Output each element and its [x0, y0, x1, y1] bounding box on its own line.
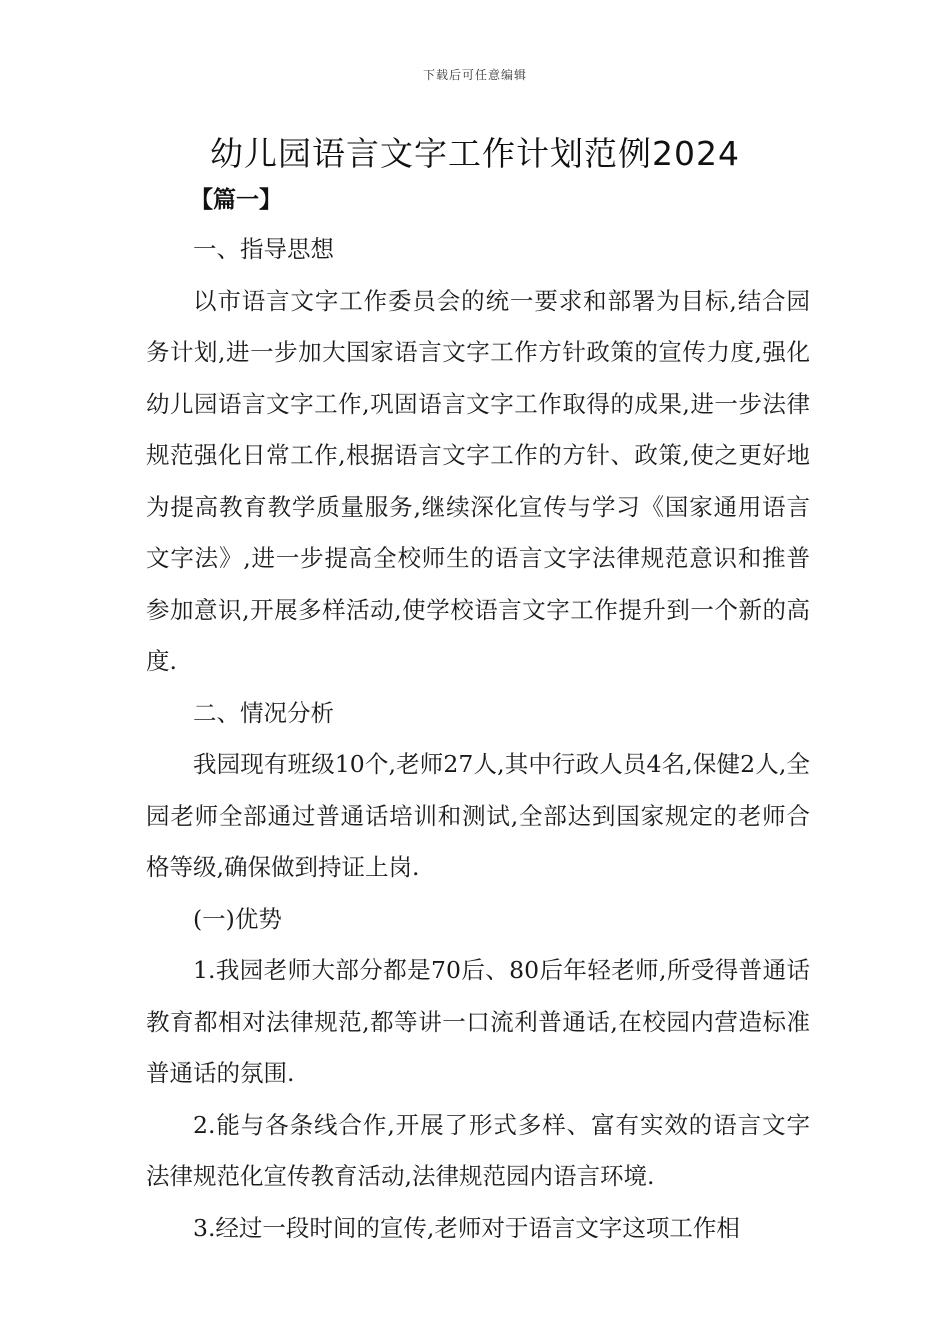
document-title: 幼儿园语言文字工作计划范例2024 — [210, 134, 740, 173]
paragraph-advantage-2: 2.能与各条线合作,开展了形式多样、富有实效的语言文字法律规范化宣传教育活动,法律规范园内语言环境. — [146, 1110, 810, 1190]
paragraph-advantage-1: 1.我园老师大部分都是70后、80后年轻老师,所受得普通话教育都相对法律规范,都等讲一口流利普通话,在校园内营造标准普通话的氛围. — [146, 956, 810, 1087]
paragraph-advantage-3: 3.经过一段时间的宣传,老师对于语言文字这项工作相 — [193, 1213, 740, 1242]
section-heading-guiding-ideology: 一、指导思想 — [193, 235, 334, 263]
paragraph-situation-analysis: 我园现有班级10个,老师27人,其中行政人员4名,保健2人,全园老师全部通过普通话培训和测试,全部达到国家规定的老师合格等级,确保做到持证上岗. — [146, 750, 810, 881]
section-heading-situation-analysis: 二、情况分析 — [193, 698, 334, 727]
document-body — [146, 224, 810, 1254]
paragraph-guiding-ideology: 以市语言文字工作委员会的统一要求和部署为目标,结合园务计划,进一步加大国家语言文字工作方针政策的宣传力度,强化幼儿园语言文字工作,巩固语言文字工作取得的成果,进一步法律规范强化日常工作,根据语言文字工作的方针、政策,使之更好地为提高教育教学质量服务,继续深化宣传与学习《国家通用语言文字法》,进一步提高全校师生的语言文字法律规范意识和推普参加意识,开展多样活动,使学校语言文字工作提升到一个新的高度. — [146, 286, 810, 675]
header-note: 下载后可任意编辑 — [422, 68, 527, 82]
part-label: 【篇一】 — [190, 187, 282, 213]
subheading-advantages: (一)优势 — [193, 904, 282, 933]
